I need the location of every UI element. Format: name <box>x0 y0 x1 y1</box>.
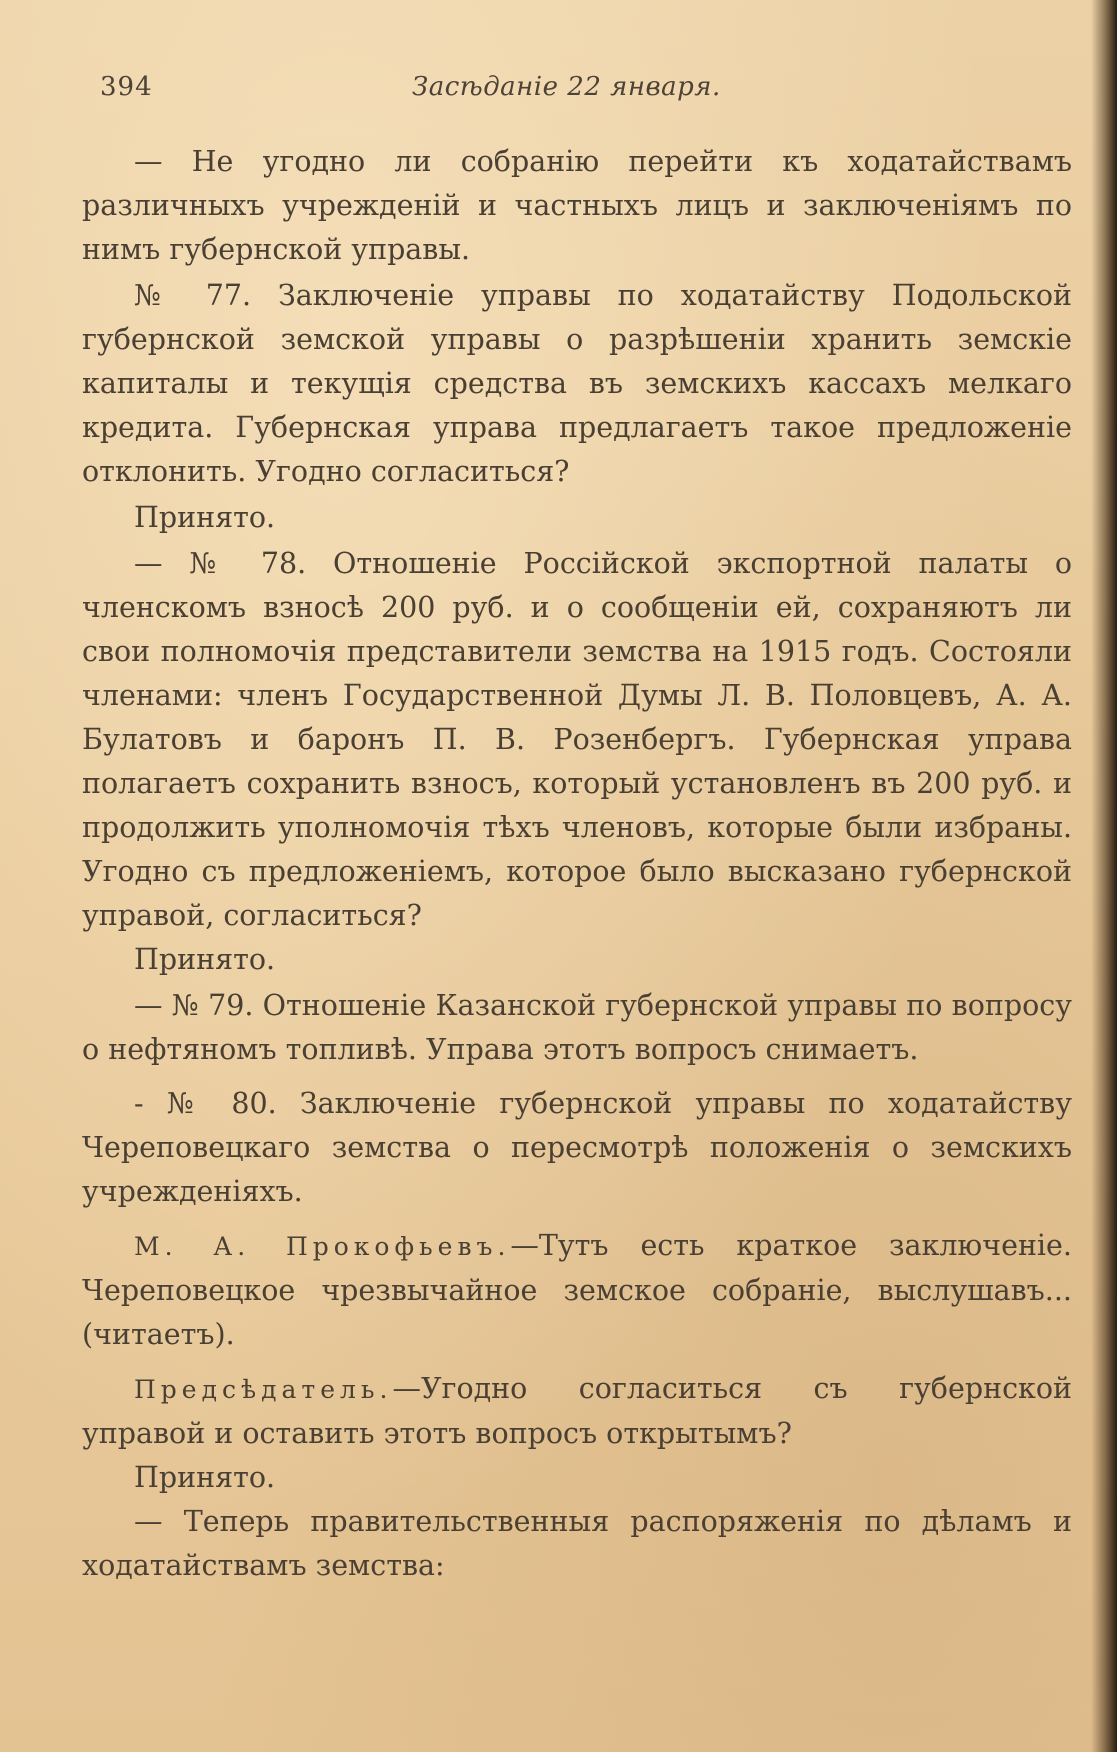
page-header <box>100 72 990 112</box>
paragraph-accepted-3: Принято. <box>134 1461 276 1494</box>
paragraph-government-orders: — Теперь правительственныя распоряженія по дѣламъ и ходатайствамъ земства: <box>82 1505 1072 1582</box>
speaker-prokofiev: М. А. Прокофьевъ. <box>134 1232 511 1261</box>
paragraph-item-79: — № 79. Отношеніе Казанской губернской управы по вопросу о нефтяномъ топливѣ. Управа этотъ вопросъ снимаетъ. <box>82 989 1072 1066</box>
paragraph-item-77: № 77. Заключеніе управы по ходатайству Подольской губернской земской управы о разрѣшеніи хранить земскіе капиталы и текущія средства въ земскихъ кассахъ мелкаго кредита. Губернская управа предлагаетъ такое предложеніе отклонить. Угодно согласиться? <box>82 279 1072 488</box>
paragraph-prokofiev-speech <box>82 1224 1072 1357</box>
paragraph-chairman-speech <box>82 1367 1072 1456</box>
speech-prokofiev-text: —Тутъ есть краткое заключеніе. Череповецкое чрезвычайное земское собраніе, выслушавъ... (читаетъ). <box>82 1229 1072 1351</box>
paragraph-item-80: - № 80. Заключеніе губернской управы по ходатайству Череповецкаго земства о пересмотрѣ положенія о земскихъ учрежденіяхъ. <box>82 1087 1072 1208</box>
paragraph-item-78: — № 78. Отношеніе Россійской экспортной палаты о членскомъ взносѣ 200 руб. и о сообщеніи ей, сохраняютъ ли свои полномочія представители земства на 1915 годъ. Состояли членами: членъ Государственной Думы Л. В. Половцевъ, А. А. Булатовъ и баронъ П. В. Розенбергъ. Губернская управа полагаетъ сохранить взносъ, который установленъ въ 200 руб. и продолжить уполномочія тѣхъ членовъ, которые были избраны. Угодно съ предложеніемъ, которое было высказано губернской управой, согласиться? <box>82 547 1072 932</box>
page-body <box>82 140 1072 1588</box>
running-title: Засѣданіе 22 января. <box>412 72 721 102</box>
speaker-chairman: Предсѣдатель. <box>134 1375 393 1404</box>
paragraph-accepted-2: Принято. <box>134 943 276 976</box>
paragraph-intro: — Не угодно ли собранію перейти къ ходатайствамъ различныхъ учрежденій и частныхъ лицъ и заключеніямъ по нимъ губернской управы. <box>82 145 1072 266</box>
page-binding-shadow <box>1091 0 1117 1752</box>
speech-chairman-text: —Угодно согласиться съ губернской управой и оставить этотъ вопросъ открытымъ? <box>82 1372 1072 1450</box>
page-number: 394 <box>100 72 153 102</box>
paragraph-accepted-1: Принято. <box>134 501 276 534</box>
